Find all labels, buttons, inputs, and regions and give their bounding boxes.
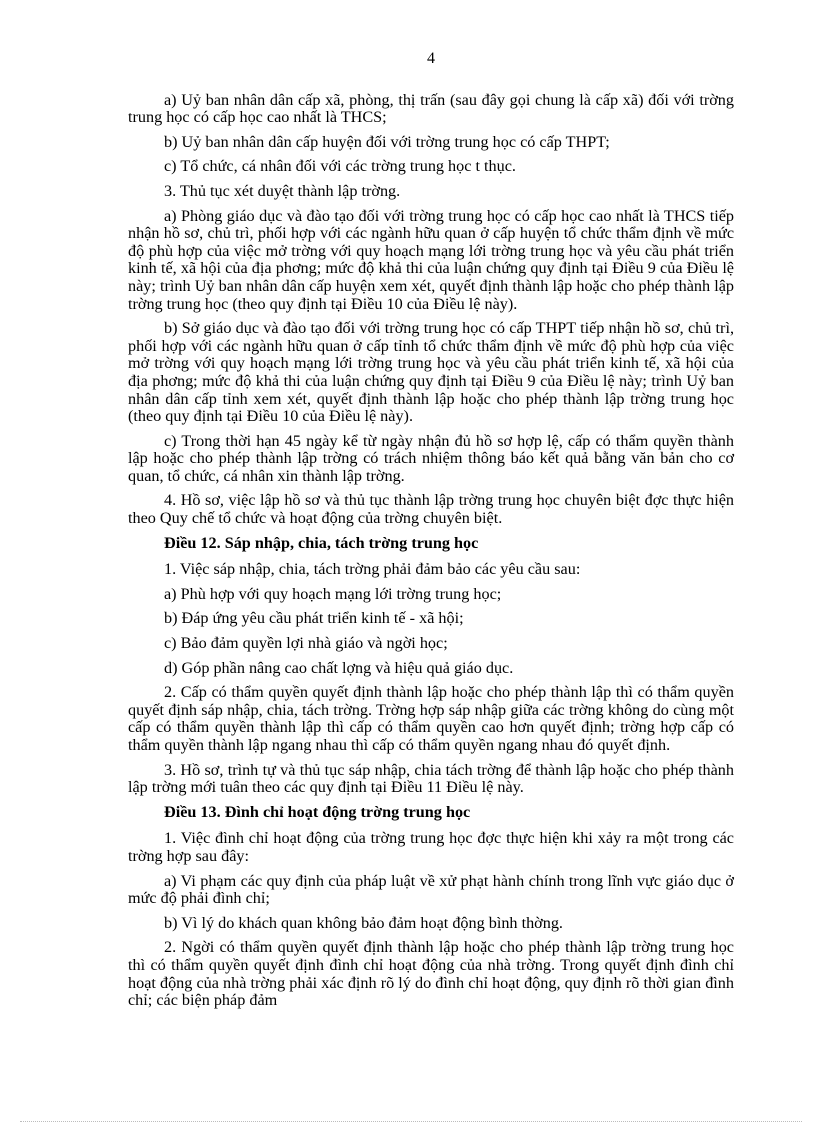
paragraph: a) Phòng giáo dục và đào tạo đối với trờng trung học có cấp học cao nhất là THCS tiếp nhận hồ sơ, chủ trì, phối hợp với các ngành hữu quan ở cấp huyện tổ chức thẩm định về mức độ phù hợp của việc mở trờng với quy hoạch mạng lới trờng trung học và yêu cầu phát triển kinh tế, xã hội của địa phơng; mức độ khả thi của luận chứng quy định tại Điều 9 của Điều lệ này; trình Uỷ ban nhân dân cấp huyện xem xét, quyết định thành lập hoặc cho phép thành lập trờng trung học (theo quy định tại Điều 10 của Điều lệ này). xyxy=(128,206,734,313)
paragraph: c) Trong thời hạn 45 ngày kể từ ngày nhận đủ hồ sơ hợp lệ, cấp có thẩm quyền thành lập hoặc cho phép thành lập trờng có trách nhiệm thông báo kết quả bằng văn bản cho cơ quan, tổ chức, cá nhân xin thành lập trờng. xyxy=(128,431,734,485)
paragraph: 2. Cấp có thẩm quyền quyết định thành lập hoặc cho phép thành lập thì có thẩm quyền quyết định sáp nhập, chia, tách trờng. Trờng hợp sáp nhập giữa các trờng không do cùng một cấp có thẩm quyền thành lập thì cấp có thẩm quyền cao hơn quyết định; trờng hợp cấp có thẩm quyền thành lập ngang nhau thì cấp có thẩm quyền ngang nhau đó quyết định. xyxy=(128,683,734,754)
paragraph: 4. Hồ sơ, việc lập hồ sơ và thủ tục thành lập trờng trung học chuyên biệt đợc thực hiện theo Quy chế tổ chức và hoạt động của trờng chuyên biệt. xyxy=(128,491,734,528)
paragraph: a) Vi phạm các quy định của pháp luật về xử phạt hành chính trong lĩnh vực giáo dục ở mức độ phải đình chỉ; xyxy=(128,871,734,908)
paragraph: b) Đáp ứng yêu cầu phát triển kinh tế - xã hội; xyxy=(164,609,464,628)
paragraph: c) Bảo đảm quyền lợi nhà giáo và ngời học; xyxy=(164,634,448,653)
paragraph: c) Tổ chức, cá nhân đối với các trờng trung học t thục. xyxy=(164,157,516,176)
paragraph: 1. Việc đình chỉ hoạt động của trờng trung học đợc thực hiện khi xảy ra một trong các trờng hợp sau đây: xyxy=(128,829,734,865)
page-number: 4 xyxy=(427,50,435,67)
paragraph: d) Góp phần nâng cao chất lợng và hiệu quả giáo dục. xyxy=(164,658,514,677)
paragraph: b) Vì lý do khách quan không bảo đảm hoạt động bình thờng. xyxy=(164,913,563,932)
paragraph: 1. Việc sáp nhập, chia, tách trờng phải đảm bảo các yêu cầu sau: xyxy=(164,560,581,579)
paragraph: a) Phù hợp với quy hoạch mạng lới trờng trung học; xyxy=(164,584,502,603)
page-bottom-border xyxy=(20,1121,802,1122)
document-page xyxy=(128,40,734,1017)
article-heading-13: Điều 13. Đình chỉ hoạt động trờng trung học xyxy=(164,802,471,821)
paragraph: b) Uỷ ban nhân dân cấp huyện đối với trờng trung học có cấp THPT; xyxy=(164,132,610,151)
paragraph: 3. Thủ tục xét duyệt thành lập trờng. xyxy=(164,181,401,200)
article-heading-12: Điều 12. Sáp nhập, chia, tách trờng trung học xyxy=(164,533,479,552)
paragraph: a) Uỷ ban nhân dân cấp xã, phòng, thị trấn (sau đây gọi chung là cấp xã) đối với trờng trung học có cấp học cao nhất là THCS; xyxy=(128,90,734,127)
paragraph: 2. Ngời có thẩm quyền quyết định thành lập hoặc cho phép thành lập trờng trung học thì có thẩm quyền quyết định đình chỉ hoạt động của nhà trờng. Trong quyết định đình chỉ hoạt động của nhà trờng phải xác định rõ lý do đình chỉ hoạt động, quy định rõ thời gian đình chỉ; các biện pháp đảm xyxy=(128,938,734,1010)
paragraph: b) Sở giáo dục và đào tạo đối với trờng trung học có cấp THPT tiếp nhận hồ sơ, chủ trì, phối hợp với các ngành hữu quan ở cấp tỉnh tổ chức thẩm định về mức độ phù hợp của việc mở trờng với quy hoạch mạng lới trờng trung học và yêu cầu phát triển kinh tế, xã hội của địa phơng; mức độ khả thi của luận chứng quy định tại Điều 9 của Điều lệ này; trình Uỷ ban nhân dân cấp tỉnh xem xét, quyết định thành lập hoặc cho phép thành lập trờng trung học (theo quy định tại Điều 10 của Điều lệ này). xyxy=(128,319,734,426)
paragraph: 3. Hồ sơ, trình tự và thủ tục sáp nhập, chia tách trờng để thành lập hoặc cho phép thành lập trờng mới tuân theo các quy định tại Điều 11 Điều lệ này. xyxy=(128,760,734,797)
